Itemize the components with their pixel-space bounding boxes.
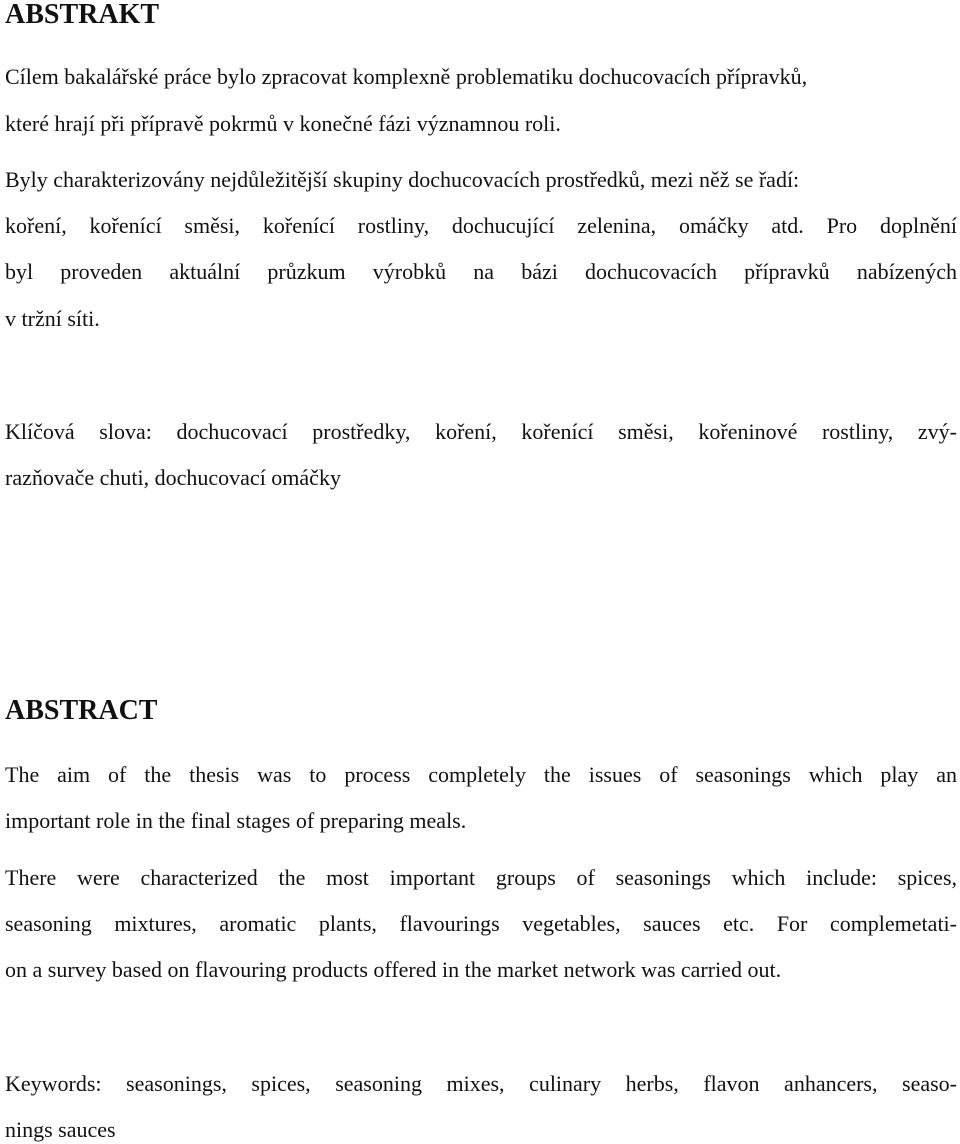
keywords-line: Keywords: seasonings, spices, seasoning mixes, culinary herbs, flavon anhancers, seaso- bbox=[5, 1071, 957, 1096]
text-line: There were characterized the most important groups of seasonings which include: spices, bbox=[5, 865, 957, 890]
text-line: on a survey based on flavouring products offered in the market network was carried out. bbox=[5, 957, 782, 982]
text-line: Byly charakterizovány nejdůležitější skupiny dochucovacích prostředků, mezi něž se řadí: bbox=[5, 167, 800, 192]
text-line: byl proveden aktuální průzkum výrobků na bázi dochucovacích přípravků nabízených bbox=[5, 259, 957, 284]
text-line: Cílem bakalářské práce bylo zpracovat komplexně problematiku dochucovacích přípravků, bbox=[5, 64, 808, 89]
text-line: které hrají při přípravě pokrmů v konečné fázi významnou roli. bbox=[5, 111, 561, 136]
keywords-line: razňovače chuti, dochucovací omáčky bbox=[5, 465, 341, 490]
keywords-line: nings sauces bbox=[5, 1117, 116, 1142]
text-line: koření, kořenící směsi, kořenící rostliny, dochucující zelenina, omáčky atd. Pro doplnění bbox=[5, 213, 957, 238]
keywords-line: Klíčová slova: dochucovací prostředky, koření, kořenící směsi, kořeninové rostliny, zvý- bbox=[5, 419, 957, 444]
text-line: v tržní síti. bbox=[5, 306, 100, 331]
text-line: The aim of the thesis was to process completely the issues of seasonings which play an bbox=[5, 762, 957, 787]
text-line: seasoning mixtures, aromatic plants, flavourings vegetables, sauces etc. For complemetati- bbox=[5, 911, 957, 936]
abstrakt-heading: ABSTRAKT bbox=[5, 0, 160, 30]
abstract-heading: ABSTRACT bbox=[5, 695, 158, 726]
text-line: important role in the final stages of preparing meals. bbox=[5, 808, 467, 833]
